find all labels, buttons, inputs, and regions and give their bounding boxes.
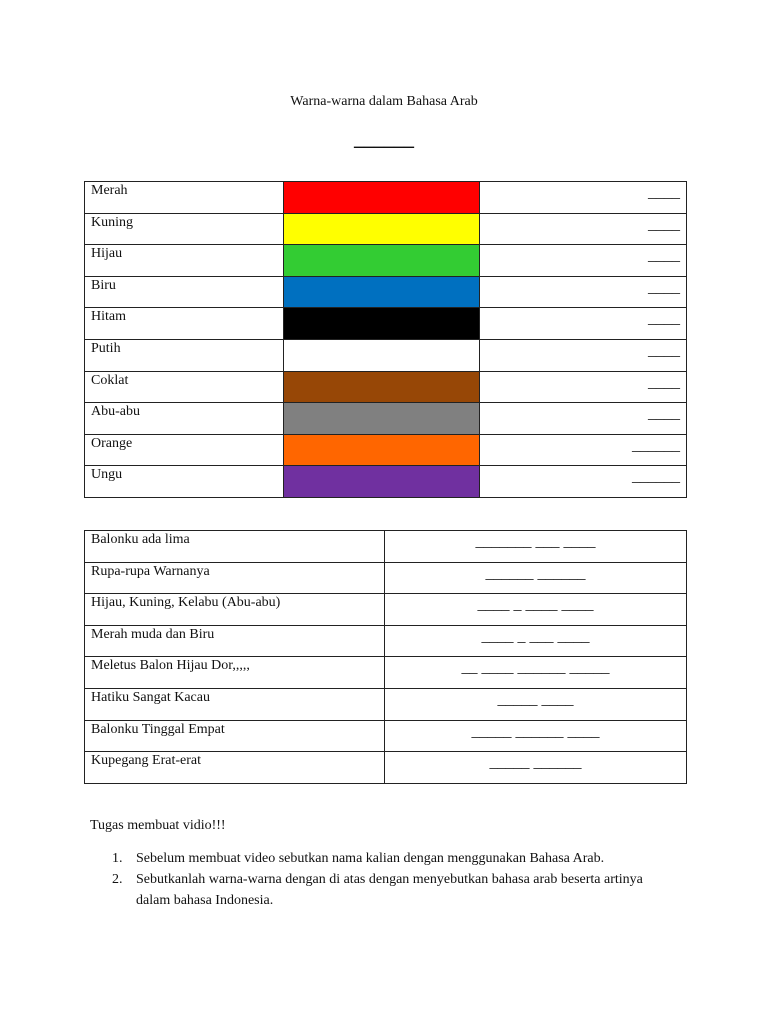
indonesian-lyric-cell: Meletus Balon Hijau Dor,,,,, — [85, 657, 385, 689]
arabic-lyric-cell: ____ ___ _ ____ — [385, 625, 687, 657]
color-name-cell: Hijau — [85, 245, 284, 277]
color-name-cell: Kuning — [85, 213, 284, 245]
task-item — [112, 848, 652, 869]
color-row — [85, 182, 687, 214]
arabic-color-cell: ____ — [480, 403, 687, 435]
color-row — [85, 308, 687, 340]
color-row — [85, 276, 687, 308]
color-swatch — [283, 308, 480, 340]
arabic-color-cell: ____ — [480, 308, 687, 340]
task-item — [112, 869, 652, 911]
page-title: Warna-warna dalam Bahasa Arab — [290, 94, 478, 109]
indonesian-lyric-cell: Kupegang Erat-erat — [85, 752, 385, 784]
arabic-color-cell: ______ — [480, 466, 687, 498]
indonesian-lyric-cell: Hatiku Sangat Kacau — [85, 688, 385, 720]
color-swatch — [283, 466, 480, 498]
song-row — [85, 562, 687, 594]
arabic-lyric-cell: ____ ___ _______ — [385, 531, 687, 563]
arabic-color-cell: ______ — [480, 434, 687, 466]
arabic-lyric-cell: ____ _____ — [385, 688, 687, 720]
arabic-color-cell: ____ — [480, 213, 687, 245]
song-table — [84, 530, 687, 784]
indonesian-lyric-cell: Merah muda dan Biru — [85, 625, 385, 657]
color-name-cell: Putih — [85, 339, 284, 371]
arabic-lyric-cell: _____ ______ ____ __ — [385, 657, 687, 689]
indonesian-lyric-cell: Hijau, Kuning, Kelabu (Abu-abu) — [85, 594, 385, 626]
song-row — [85, 752, 687, 784]
song-row — [85, 594, 687, 626]
arabic-lyric-cell: ____ ____ _ ____ — [385, 594, 687, 626]
color-swatch — [283, 371, 480, 403]
song-row — [85, 657, 687, 689]
color-swatch — [283, 213, 480, 245]
song-row — [85, 720, 687, 752]
color-row — [85, 466, 687, 498]
arabic-lyric-cell: ______ ______ — [385, 562, 687, 594]
color-name-cell: Abu-abu — [85, 403, 284, 435]
colors-table — [84, 181, 687, 498]
color-row — [85, 371, 687, 403]
color-name-cell: Biru — [85, 276, 284, 308]
color-row — [85, 213, 687, 245]
arabic-lyric-cell: ____ ______ _____ — [385, 720, 687, 752]
arabic-color-cell: ____ — [480, 182, 687, 214]
arabic-title: ______ — [354, 128, 414, 150]
song-row — [85, 531, 687, 563]
task-number: 1. — [112, 851, 123, 866]
color-row — [85, 403, 687, 435]
arabic-color-cell: ____ — [480, 245, 687, 277]
task-list — [112, 848, 652, 911]
arabic-color-cell: ____ — [480, 339, 687, 371]
task-text: Sebelum membuat video sebutkan nama kalian dengan menggunakan Bahasa Arab. — [136, 851, 605, 866]
color-swatch — [283, 339, 480, 371]
arabic-color-cell: ____ — [480, 276, 687, 308]
color-swatch — [283, 434, 480, 466]
indonesian-lyric-cell: Balonku Tinggal Empat — [85, 720, 385, 752]
arabic-lyric-cell: ______ _____ — [385, 752, 687, 784]
color-name-cell: Ungu — [85, 466, 284, 498]
color-name-cell: Hitam — [85, 308, 284, 340]
task-number: 2. — [112, 872, 123, 887]
arabic-color-cell: ____ — [480, 371, 687, 403]
color-swatch — [283, 276, 480, 308]
color-name-cell: Coklat — [85, 371, 284, 403]
color-name-cell: Orange — [85, 434, 284, 466]
color-swatch — [283, 182, 480, 214]
song-row — [85, 625, 687, 657]
task-title: Tugas membuat vidio!!! — [90, 818, 226, 833]
indonesian-lyric-cell: Balonku ada lima — [85, 531, 385, 563]
color-row — [85, 245, 687, 277]
color-row — [85, 434, 687, 466]
indonesian-lyric-cell: Rupa-rupa Warnanya — [85, 562, 385, 594]
color-swatch — [283, 403, 480, 435]
song-row — [85, 688, 687, 720]
color-swatch — [283, 245, 480, 277]
color-name-cell: Merah — [85, 182, 284, 214]
task-text: Sebutkanlah warna-warna dengan di atas dengan menyebutkan bahasa arab beserta artinya dalam bahasa Indonesia. — [136, 872, 643, 908]
color-row — [85, 339, 687, 371]
